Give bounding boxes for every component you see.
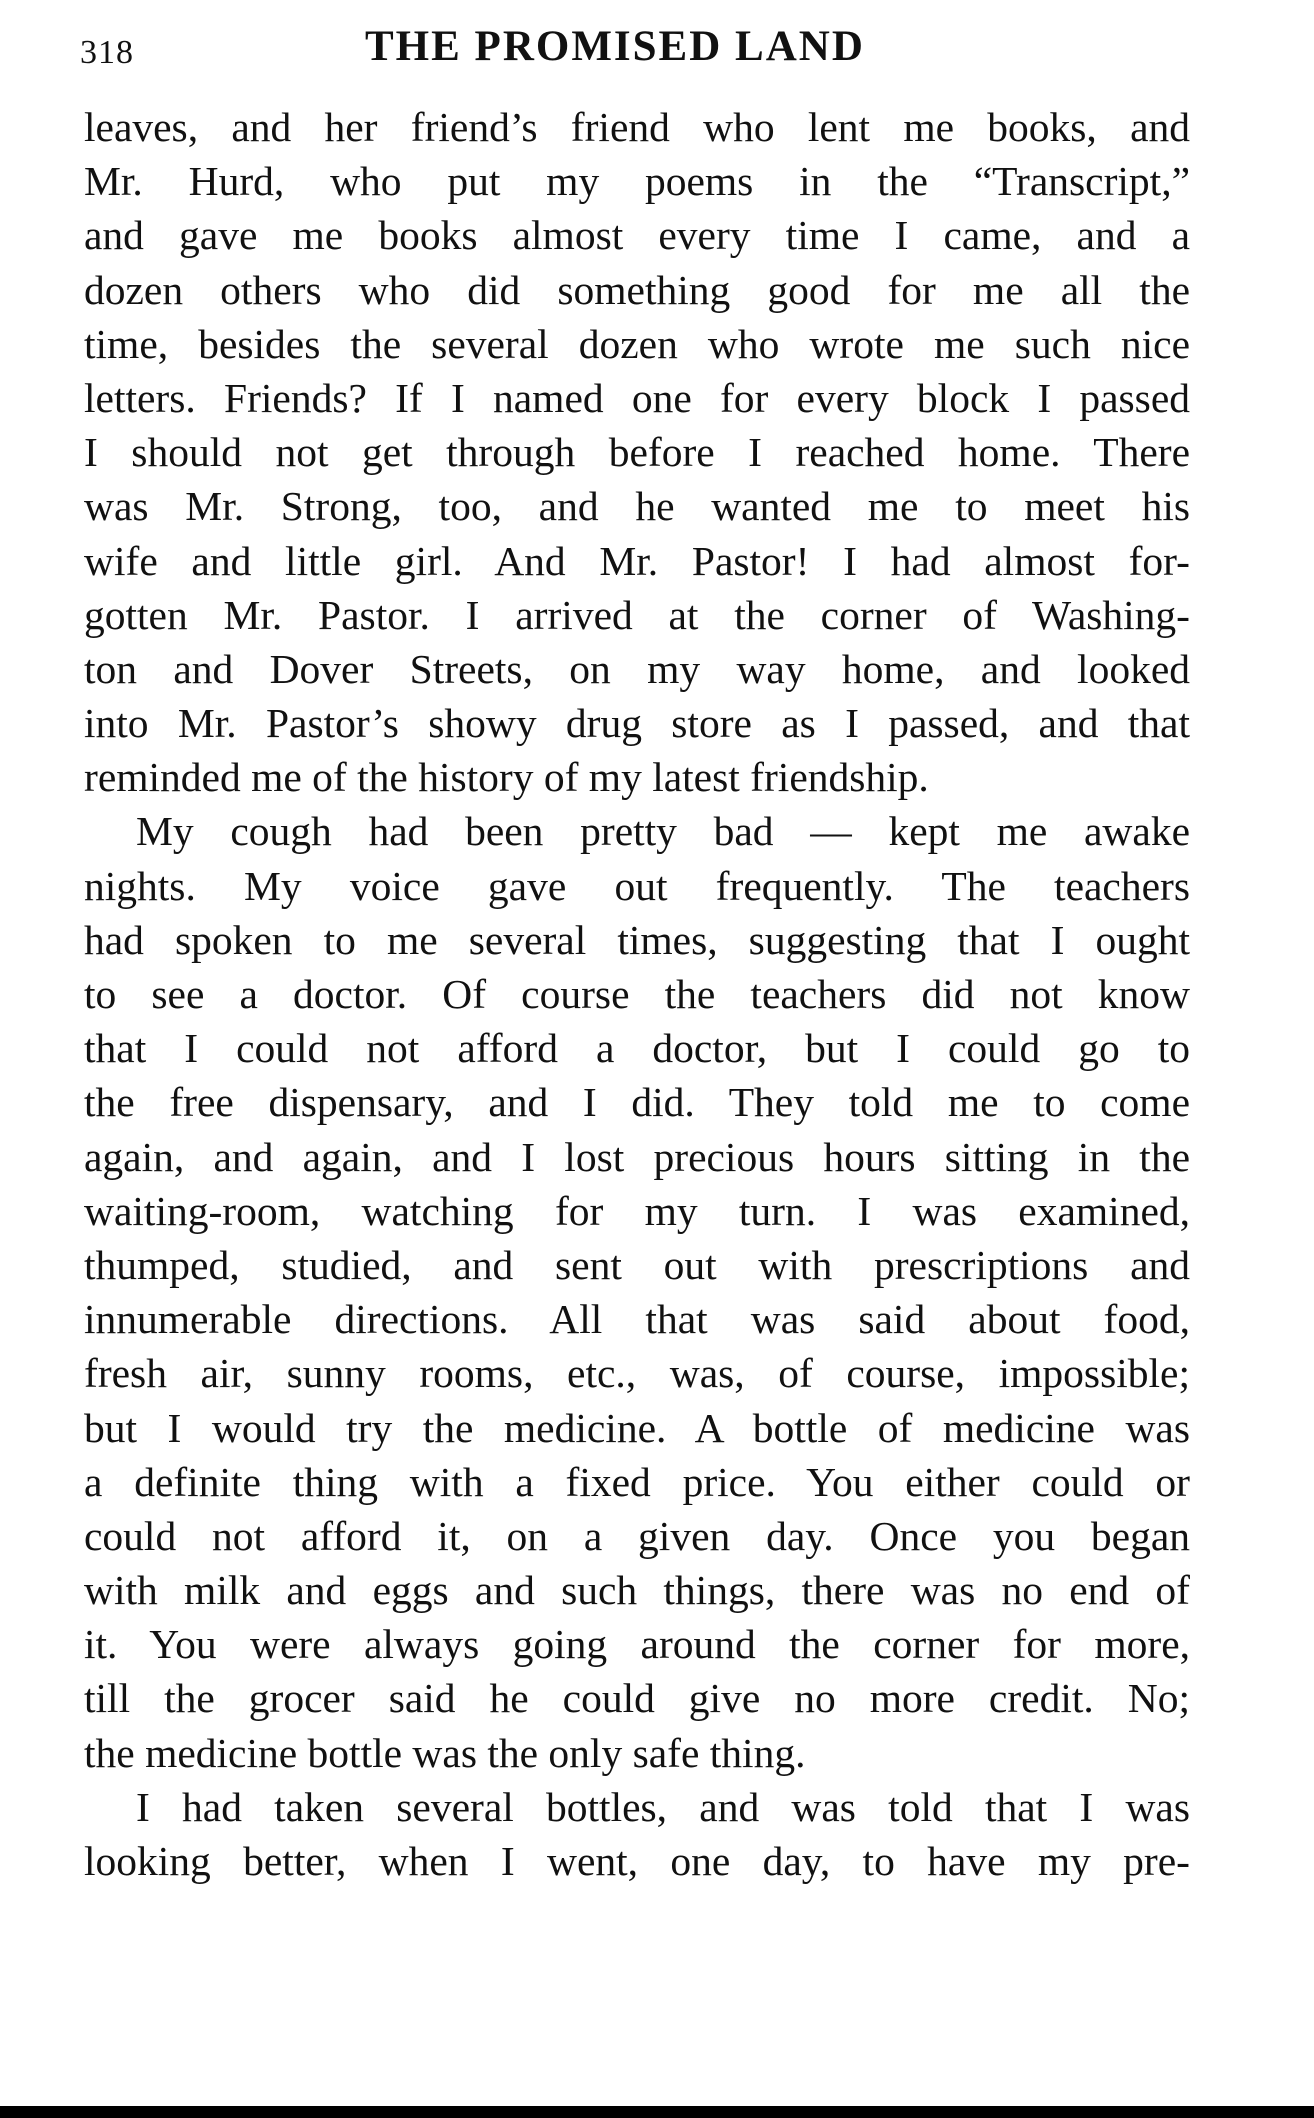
running-head: THE PROMISED LAND xyxy=(365,23,865,70)
text-line: Mr. Hurd, who put my poems in the “Transcript,” xyxy=(84,158,1190,205)
text-line: and gave me books almost every time I came, and a xyxy=(84,212,1190,259)
paragraph-2 xyxy=(84,804,1190,1779)
text-line: a definite thing with a fixed price. You either could or xyxy=(84,1458,1190,1505)
text-line: that I could not afford a doctor, but I could go to xyxy=(84,1025,1190,1072)
text-line: but I would try the medicine. A bottle of medicine was xyxy=(84,1404,1190,1451)
text-line: looking better, when I went, one day, to have my pre- xyxy=(84,1838,1190,1884)
text-line: I should not get through before I reached home. There xyxy=(84,429,1190,476)
paragraph-1 xyxy=(84,100,1190,804)
text-line: into Mr. Pastor’s showy drug store as I passed, and that xyxy=(84,700,1190,747)
text-line: thumped, studied, and sent out with prescriptions and xyxy=(84,1241,1190,1288)
text-line: again, and again, and I lost precious hours sitting in the xyxy=(84,1133,1190,1180)
bottom-border xyxy=(0,2106,1314,2118)
text-line: wife and little girl. And Mr. Pastor! I had almost for- xyxy=(84,537,1190,584)
text-line: was Mr. Strong, too, and he wanted me to meet his xyxy=(84,483,1190,530)
text-line: could not afford it, on a given day. Once you began xyxy=(84,1512,1190,1559)
text-line: time, besides the several dozen who wrote me such nice xyxy=(84,320,1190,367)
text-line: had spoken to me several times, suggesting that I ought xyxy=(84,916,1190,963)
paragraph-3 xyxy=(84,1780,1190,1888)
text-line: the free dispensary, and I did. They told me to come xyxy=(84,1079,1190,1126)
body-text xyxy=(84,100,1190,1888)
text-line: to see a doctor. Of course the teachers did not know xyxy=(84,971,1190,1017)
text-line: I had taken several bottles, and was told that I was xyxy=(136,1783,1190,1830)
text-line: My cough had been pretty bad — kept me awake xyxy=(136,808,1190,855)
text-line: leaves, and her friend’s friend who lent me books, and xyxy=(84,104,1190,150)
text-line: ton and Dover Streets, on my way home, and looked xyxy=(84,645,1190,692)
text-line: reminded me of the history of my latest friendship. xyxy=(84,754,929,801)
text-line: it. You were always going around the corner for more, xyxy=(84,1621,1190,1668)
text-line: the medicine bottle was the only safe thing. xyxy=(84,1729,806,1776)
text-line: gotten Mr. Pastor. I arrived at the corner of Washing- xyxy=(84,591,1190,638)
text-line: nights. My voice gave out frequently. The teachers xyxy=(84,862,1190,909)
text-line: dozen others who did something good for me all the xyxy=(84,266,1190,313)
text-line: waiting-room, watching for my turn. I was examined, xyxy=(84,1187,1190,1234)
page-number: 318 xyxy=(80,34,134,71)
text-line: with milk and eggs and such things, there was no end of xyxy=(84,1567,1190,1614)
page-header xyxy=(80,18,1190,78)
text-line: fresh air, sunny rooms, etc., was, of course, impossible; xyxy=(84,1350,1190,1397)
text-line: letters. Friends? If I named one for every block I passed xyxy=(84,374,1190,421)
text-line: innumerable directions. All that was said about food, xyxy=(84,1296,1190,1343)
text-line: till the grocer said he could give no more credit. No; xyxy=(84,1675,1190,1722)
